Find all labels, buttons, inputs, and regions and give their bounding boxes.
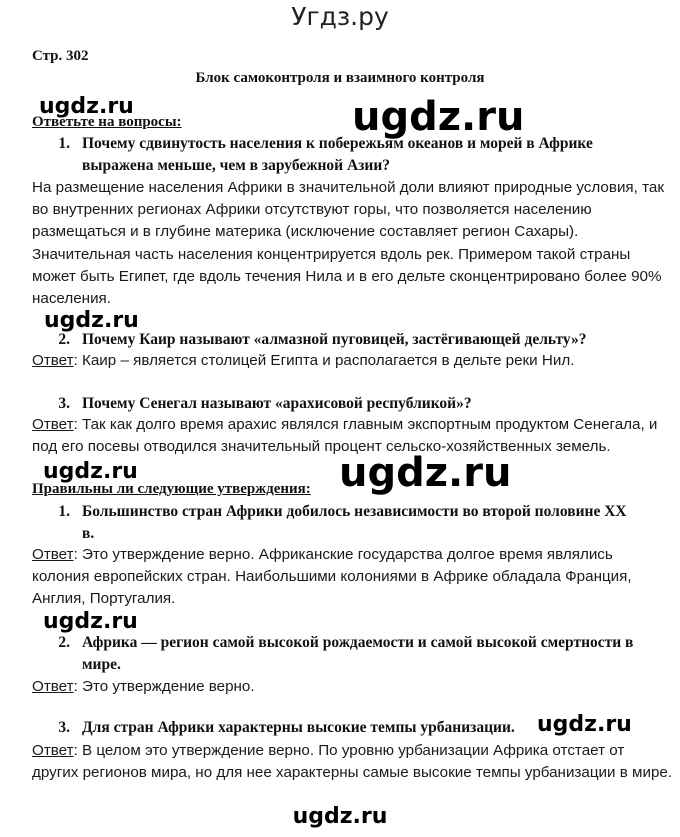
answer-s1 — [32, 544, 632, 611]
answer-line: : В целом это утверждение верно. По уровню урбанизации Африка отстает от — [73, 742, 625, 759]
statement-text: мире. — [82, 656, 121, 673]
answer-line: Англия, Португалия. — [32, 590, 176, 608]
answer-line: может быть Египет, где вдоль течения Нила и в его дельте сконцентрировано более 90% — [32, 267, 662, 285]
answer-1 — [32, 177, 664, 310]
watermark: ugdz.ru — [43, 609, 138, 634]
answer-line: : Это утверждение верно. Африканские государства долгое время являлись — [73, 546, 613, 563]
question-1 — [32, 133, 593, 177]
statement-text: Большинство стран Африки добилось независимости во второй половине XX — [82, 503, 627, 520]
answer-line: других регионов мира, но для нее характерны самые высокие темпы урбанизации в мире. — [32, 764, 673, 782]
footer-watermark: ugdz.ru — [292, 804, 388, 829]
answer-line: под его посевы отводился значительный процент сельско-хозяйственных земель. — [32, 438, 611, 456]
answer-s3 — [32, 740, 672, 784]
watermark: ugdz.ru — [537, 712, 632, 737]
watermark: ugdz.ru — [39, 94, 134, 119]
statement-text: в. — [82, 525, 95, 542]
statement-text: Для стран Африки характерны высокие темпы урбанизации. — [82, 719, 515, 736]
watermark: ugdz.ru — [44, 308, 139, 333]
section-title: Блок самоконтроля и взаимного контроля — [195, 70, 485, 86]
answer-line: : Это утверждение верно. — [73, 678, 255, 695]
answer-line: : Каир – является столицей Египта и располагается в дельте реки Нил. — [73, 352, 575, 369]
watermark: ugdz.ru — [339, 450, 512, 496]
question-text: выражена меньше, чем в зарубежной Азии? — [82, 157, 391, 174]
answer-label: Ответ — [32, 416, 74, 433]
answer-line: : Так как долго время арахис являлся главным экспортным продуктом Сенегала, и — [73, 416, 658, 433]
answer-s2 — [32, 676, 255, 698]
site-header-title: Угдз.ру — [291, 2, 389, 31]
question-text: Почему Каир называют «алмазной пуговицей, застёгивающей дельту»? — [82, 331, 587, 348]
answer-label: Ответ — [32, 678, 74, 695]
statement-3 — [32, 717, 515, 739]
page-number: Стр. 302 — [32, 48, 89, 64]
answer-2 — [32, 350, 574, 372]
questions-heading: Ответьте на вопросы: — [32, 114, 182, 130]
watermark: ugdz.ru — [43, 459, 138, 484]
statement-number: 1. — [58, 503, 70, 520]
statement-number: 3. — [58, 719, 70, 736]
statement-2 — [32, 632, 633, 676]
statement-number: 2. — [58, 634, 70, 651]
statement-text: Африка — регион самой высокой рождаемости и самой высокой смертности в — [82, 634, 634, 651]
watermark: ugdz.ru — [352, 94, 525, 140]
answer-label: Ответ — [32, 352, 74, 369]
question-number: 2. — [58, 331, 70, 348]
answer-line: На размещение населения Африки в значительной доли влияют природные условия, так — [32, 179, 664, 196]
question-number: 1. — [58, 135, 70, 152]
question-number: 3. — [58, 395, 70, 412]
question-text: Почему Сенегал называют «арахисовой республикой»? — [82, 395, 472, 412]
answer-line: во внутренних регионах Африки отсутствуют горы, что позволяется населению — [32, 201, 592, 219]
answer-label: Ответ — [32, 546, 74, 563]
answer-line: размещаться и в глубине материка (исключение составляет регион Сахары). — [32, 223, 579, 241]
statement-1 — [32, 501, 627, 545]
question-3 — [32, 393, 472, 415]
statements-heading: Правильны ли следующие утверждения: — [32, 481, 311, 497]
answer-line: населения. — [32, 290, 111, 308]
answer-label: Ответ — [32, 742, 74, 759]
answer-3 — [32, 414, 657, 458]
answer-line: колония европейских стран. Наибольшими колониями в Африке обладала Франция, — [32, 568, 632, 586]
answer-line: Значительная часть населения концентрируется вдоль рек. Примером такой страны — [32, 245, 631, 263]
question-2 — [32, 329, 587, 351]
question-text: Почему сдвинутость населения к побережьям океанов и морей в Африке — [82, 135, 593, 152]
